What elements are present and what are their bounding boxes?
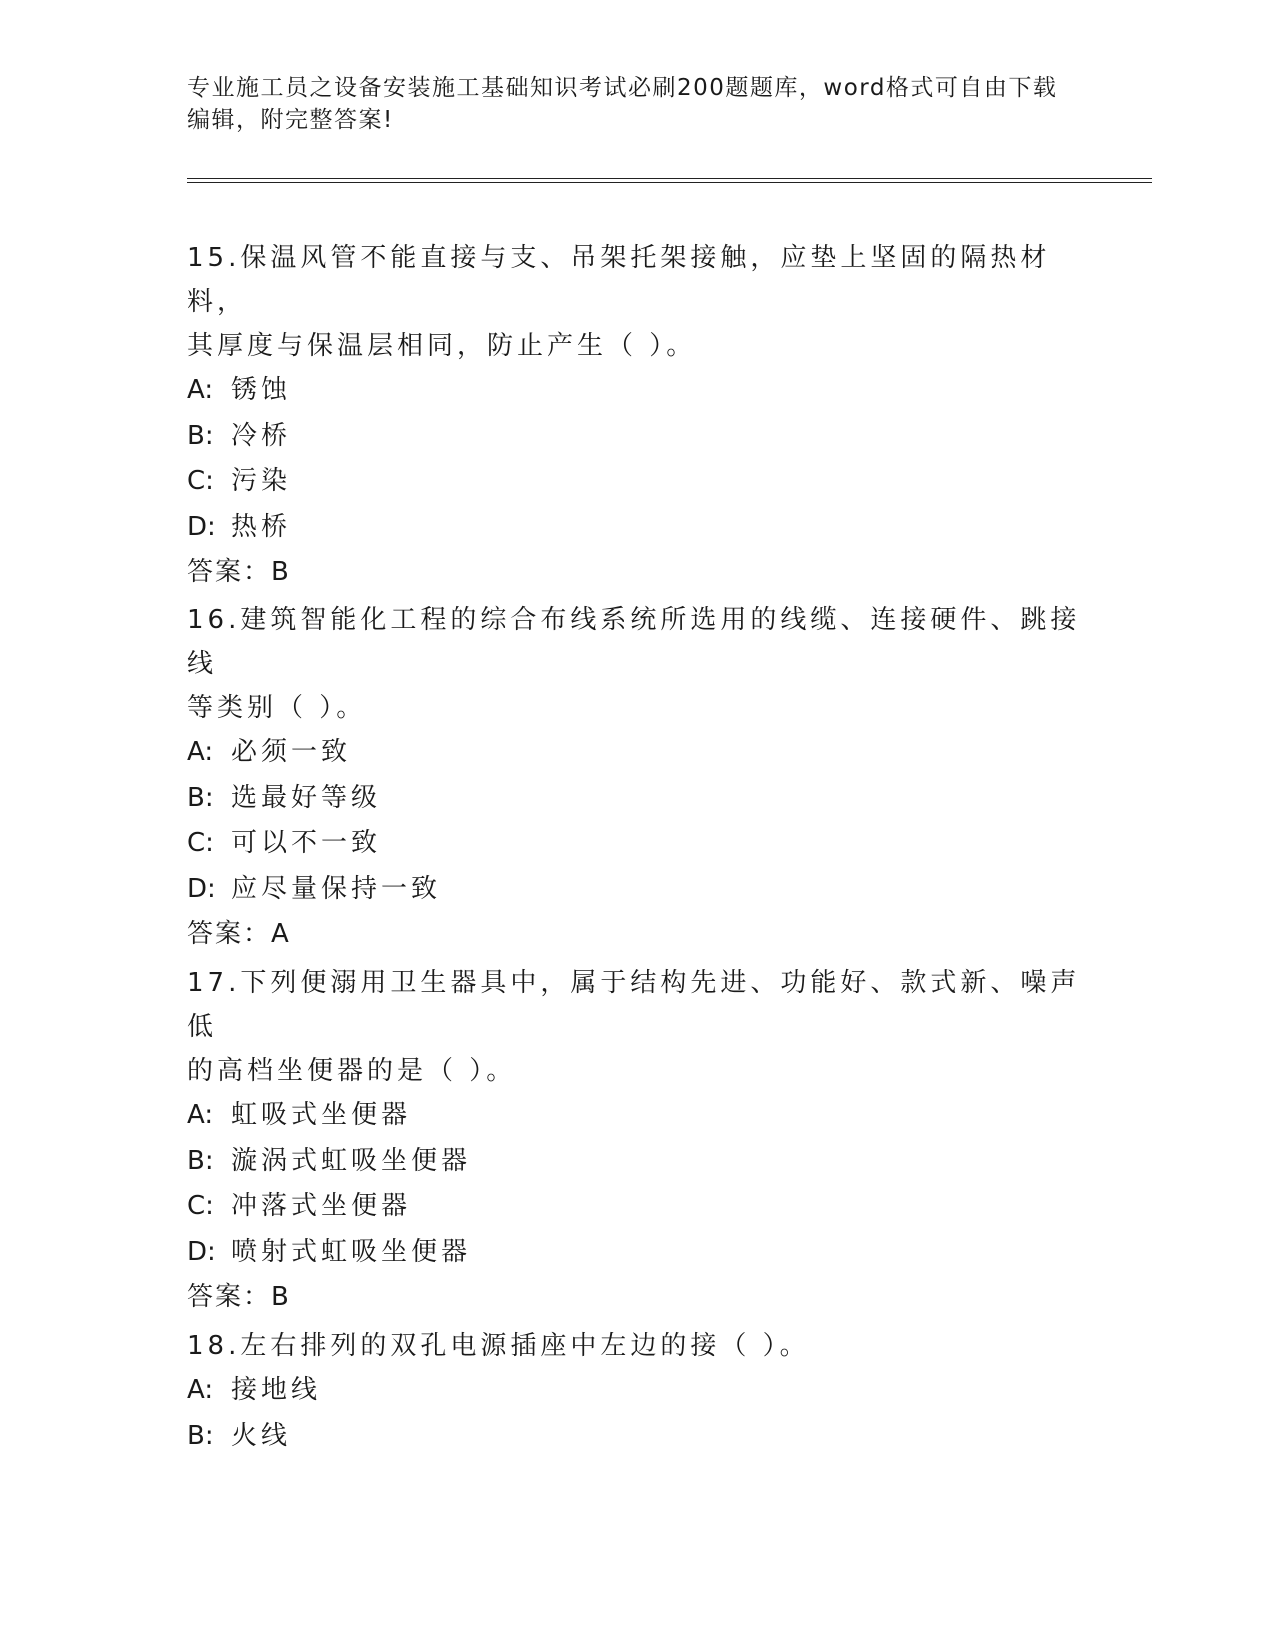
option-a [187,730,1087,776]
question-18 [187,1324,1087,1459]
option-letter: A: [187,737,214,767]
question-stem-line-2: 等类别（ ）。 [187,693,367,723]
question-15 [187,236,1087,596]
option-text: 可以不一致 [231,828,382,858]
option-text: 必须一致 [231,737,352,767]
option-c [187,459,1087,505]
option-text: 冷桥 [231,420,292,451]
header-divider-bottom [187,182,1152,183]
question-stem [187,598,1087,730]
answer: 答案：A [187,919,291,949]
question-stem-line-1: 17.下列便溺用卫生器具中，属于结构先进、功能好、款式新、噪声低 [187,968,1081,1042]
option-b [187,1139,1087,1185]
option-letter: B: [187,1145,214,1176]
question-stem-line-1: 18.左右排列的双孔电源插座中左边的接（ ）。 [187,1331,810,1361]
option-text: 火线 [231,1420,292,1451]
option-letter: B: [187,782,214,813]
option-b [187,1414,1087,1460]
header-line-2: 编辑，附完整答案! [187,107,394,133]
question-17 [187,961,1087,1321]
question-stem-line-1: 15.保温风管不能直接与支、吊架托架接触，应垫上坚固的隔热材料， [187,243,1051,317]
option-b [187,414,1087,460]
option-a [187,1368,1087,1414]
option-d [187,867,1087,913]
option-text: 虹吸式坐便器 [231,1100,412,1130]
question-stem-line-2: 的高档坐便器的是（ ）。 [187,1056,517,1086]
option-letter: D: [187,511,216,542]
option-a [187,368,1087,414]
option-text: 喷射式虹吸坐便器 [231,1236,472,1267]
answer: 答案：B [187,1282,291,1312]
question-stem [187,961,1087,1093]
question-stem-line-2: 其厚度与保温层相同，防止产生（ ）。 [187,331,697,361]
option-a [187,1093,1087,1139]
document-header [187,72,1087,136]
option-letter: B: [187,1420,214,1451]
option-letter: A: [187,1100,214,1130]
option-d [187,1230,1087,1276]
option-letter: D: [187,1236,216,1267]
option-c [187,821,1087,867]
option-letter: C: [187,466,214,496]
option-letter: A: [187,375,214,405]
option-text: 污染 [231,466,292,496]
option-text: 选最好等级 [231,782,382,813]
question-stem [187,1324,1087,1368]
header-divider-top [187,178,1152,179]
option-c [187,1184,1087,1230]
option-d [187,505,1087,551]
option-letter: B: [187,420,214,451]
option-text: 漩涡式虹吸坐便器 [231,1145,472,1176]
option-letter: D: [187,873,216,904]
question-stem-line-1: 16.建筑智能化工程的综合布线系统所选用的线缆、连接硬件、跳接线 [187,605,1081,679]
option-text: 接地线 [231,1375,322,1405]
option-text: 锈蚀 [231,375,292,405]
answer: 答案：B [187,557,291,587]
option-letter: C: [187,828,214,858]
header-line-1: 专业施工员之设备安装施工基础知识考试必刷200题题库，word格式可自由下载 [187,75,1058,101]
question-16 [187,598,1087,958]
option-text: 热桥 [231,511,292,542]
option-letter: A: [187,1375,214,1405]
option-b [187,776,1087,822]
question-stem [187,236,1087,368]
option-text: 应尽量保持一致 [231,873,442,904]
option-text: 冲落式坐便器 [231,1191,412,1221]
option-letter: C: [187,1191,214,1221]
